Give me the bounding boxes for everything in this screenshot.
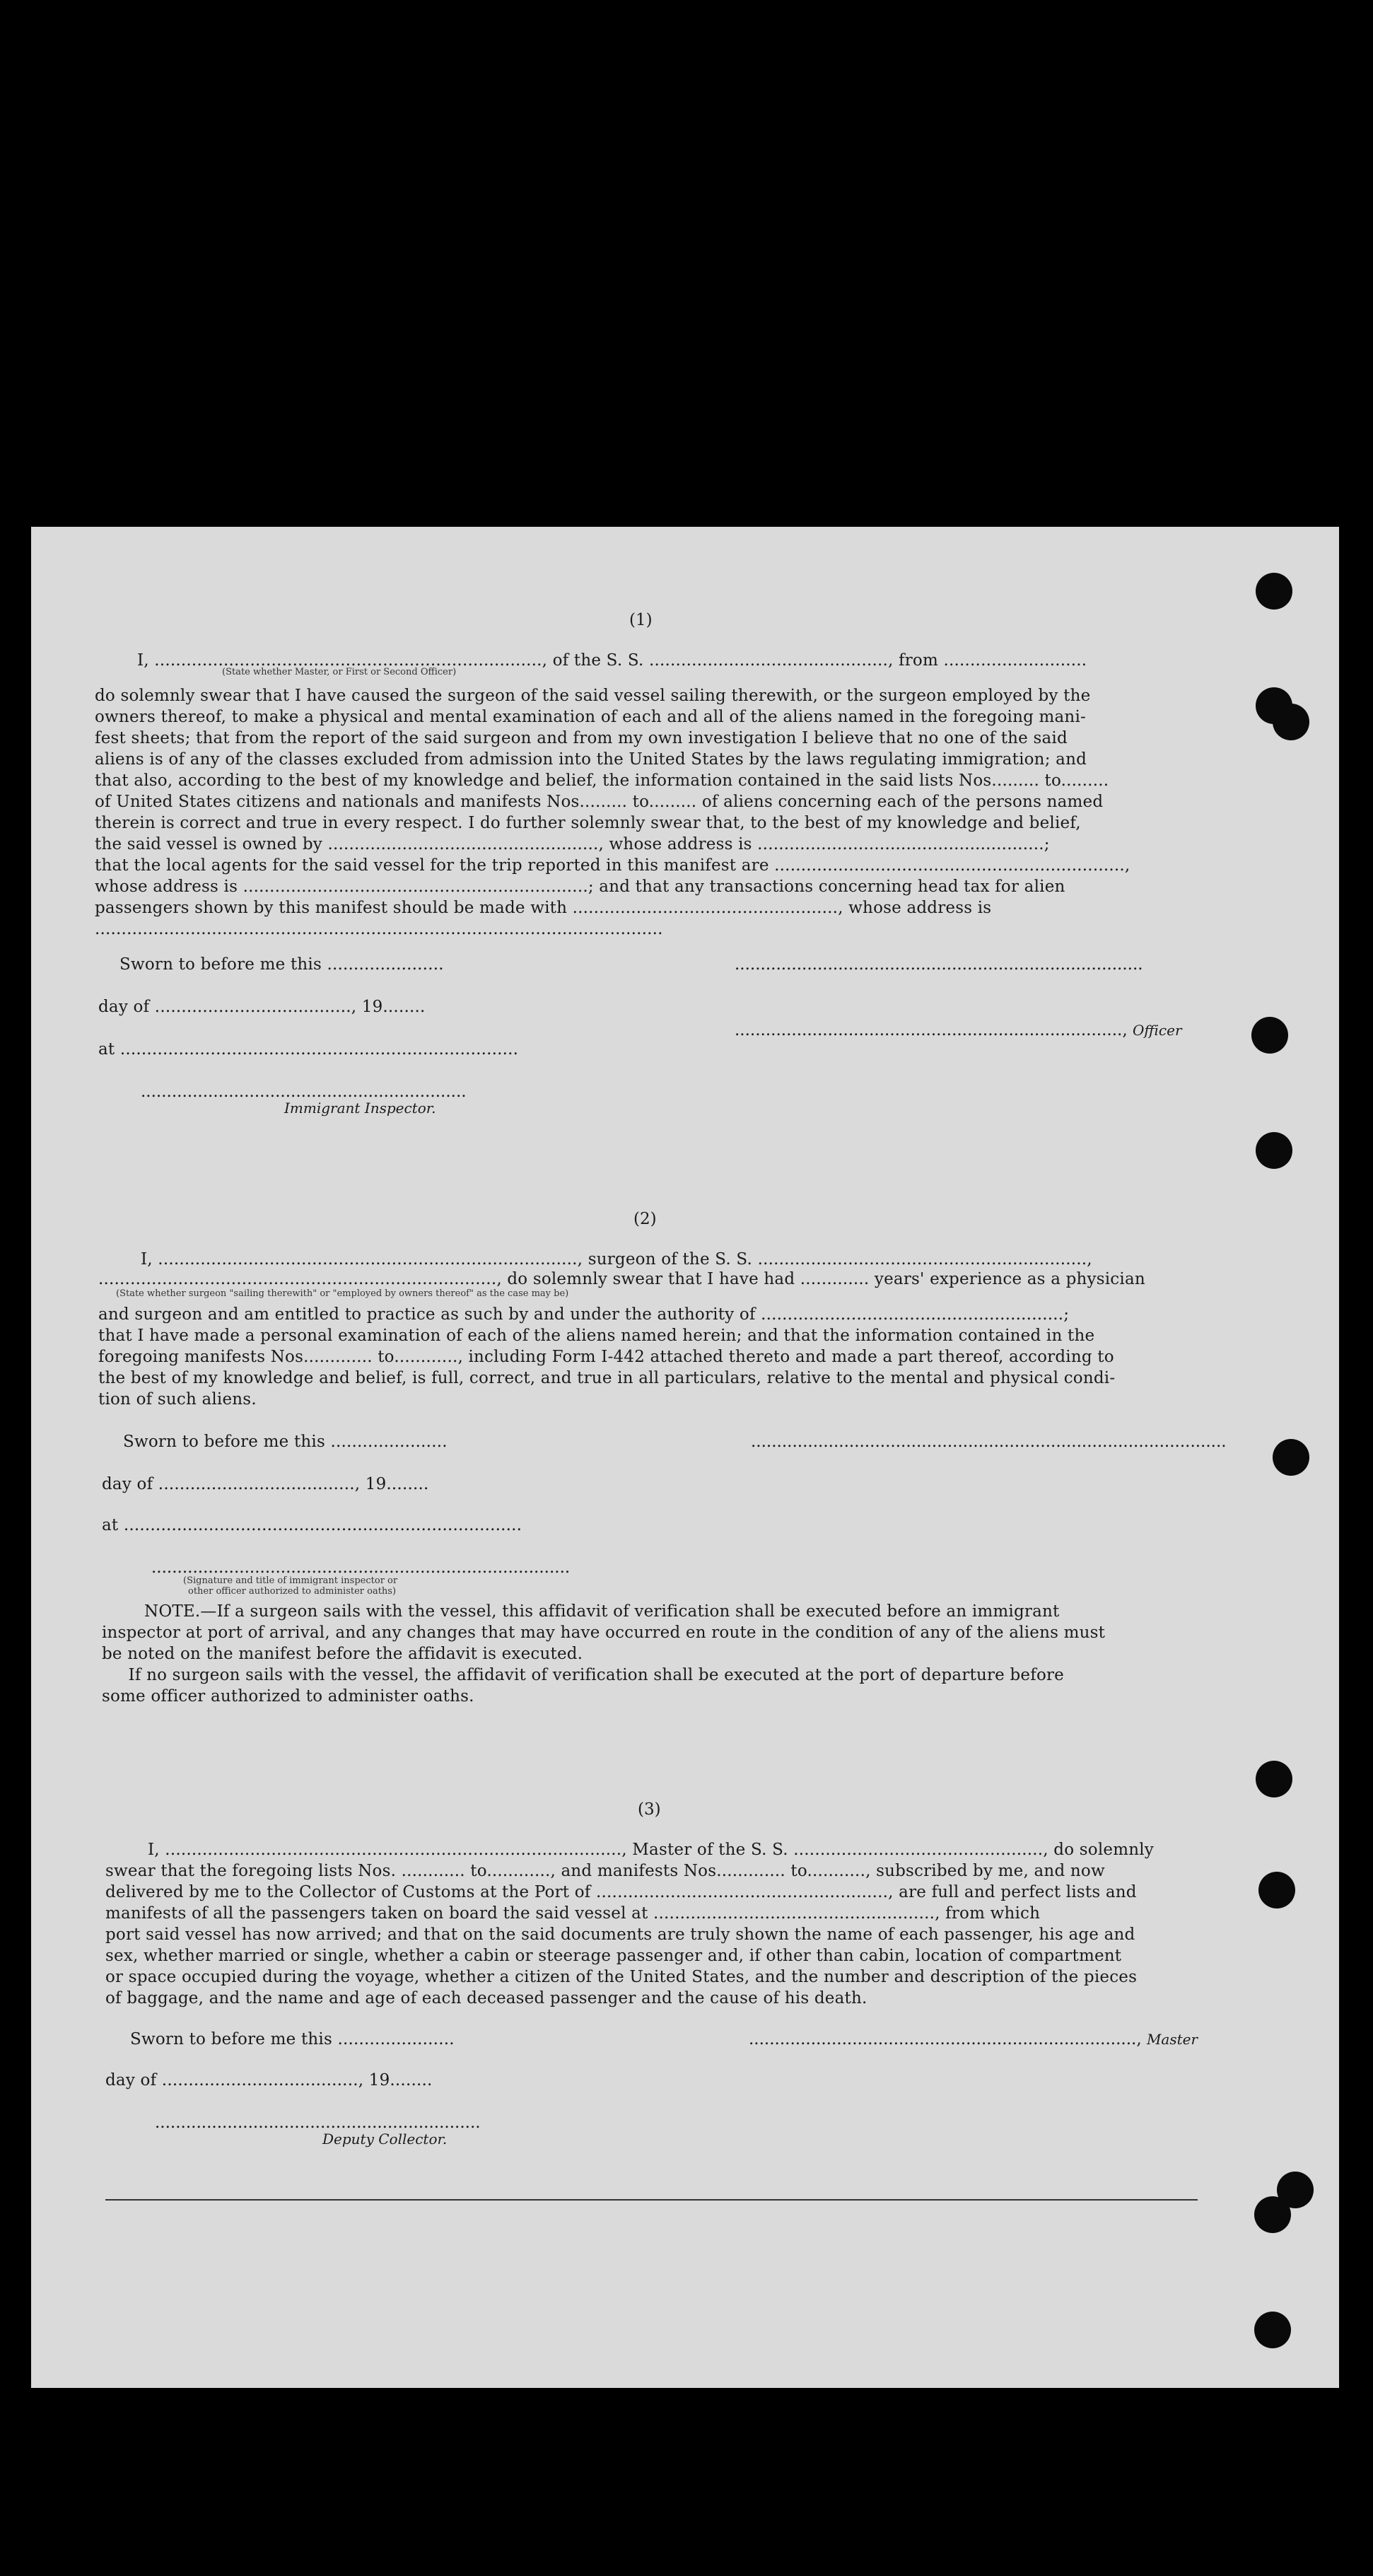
section-3-line: or space occupied during the voyage, whether a citizen of the United States, and the number and description of the pieces — [105, 1968, 1138, 1986]
section-1-line: owners thereof, to make a physical and mental examination of each and all of the aliens named in the foregoing mani- — [95, 708, 1086, 726]
punch-hole — [1258, 1872, 1295, 1908]
section-2-line: the best of my knowledge and belief, is full, correct, and true in all particulars, relative to the mental and physical condi- — [98, 1369, 1116, 1387]
section-3-line: of baggage, and the name and age of each deceased passenger and the cause of his death. — [105, 1989, 867, 2007]
section-1-line: that also, according to the best of my knowledge and belief, the information contained in the said lists Nos......... to......... — [95, 771, 1109, 790]
section-3-line: sex, whether married or single, whether a cabin or steerage passenger and, if other than cabin, location of compartment — [105, 1947, 1122, 1965]
sworn-before-me: Sworn to before me this ...................... — [130, 2030, 455, 2048]
punch-hole — [1256, 573, 1292, 610]
section-1-line: aliens is of any of the classes excluded from admission into the United States by the laws regulating immigration; and — [95, 750, 1087, 769]
section-1-line: I, ........................................................................., of the S. S. ............................................., from ........................... — [137, 651, 1087, 670]
section-1-line: ........................................................................................................... — [95, 920, 663, 938]
day-of: day of ....................................., 19........ — [105, 2071, 433, 2090]
surgeon-type-caption: (State whether surgeon "sailing therewith" or "employed by owners thereof" as the case may be) — [116, 1288, 569, 1299]
collector-signature-line: ............................................................... — [155, 2114, 481, 2132]
section-1-line: the said vessel is owned by ..................................................., whose address is ......................................................; — [95, 835, 1050, 853]
master-line — [749, 2029, 1198, 2049]
note-line: some officer authorized to administer oaths. — [102, 1687, 474, 1706]
manifest-page — [31, 527, 1339, 2388]
section-1-line: fest sheets; that from the report of the said surgeon and from my own investigation I believe that no one of the said — [95, 729, 1068, 747]
officer-dots: ..........................................................................., — [735, 1021, 1133, 1039]
at-line: at ........................................................................... — [98, 1040, 519, 1059]
day-of: day of ....................................., 19........ — [102, 1475, 429, 1493]
at-line: at ........................................................................... — [102, 1516, 522, 1534]
section-2-line: tion of such aliens. — [98, 1390, 257, 1409]
officer-label: Officer — [1132, 1022, 1182, 1039]
section-2-line: and surgeon and am entitled to practice as such by and under the authority of .........................................................; — [98, 1305, 1070, 1324]
punch-hole — [1254, 2196, 1291, 2233]
section-2-line: that I have made a personal examination of each of the aliens named herein; and that the information contained in the — [98, 1327, 1095, 1345]
note-line: NOTE.—If a surgeon sails with the vessel, this affidavit of verification shall be executed before an immigrant — [144, 1602, 1060, 1621]
day-of: day of ....................................., 19........ — [98, 998, 426, 1016]
sworn-before-me: Sworn to before me this ...................... — [123, 1433, 448, 1451]
section-3-line: delivered by me to the Collector of Customs at the Port of ......................................................., are full and perfect lists and — [105, 1883, 1137, 1901]
immigrant-inspector-caption: Immigrant Inspector. — [284, 1100, 436, 1117]
section-1-number: (1) — [629, 611, 653, 629]
officer-line — [735, 1020, 1182, 1040]
note-line: If no surgeon sails with the vessel, the affidavit of verification shall be executed at the port of departure before — [102, 1666, 1064, 1684]
signature-caption: other officer authorized to administer oaths) — [188, 1586, 397, 1597]
deputy-collector-caption: Deputy Collector. — [322, 2131, 448, 2147]
section-3-line: swear that the foregoing lists Nos. ............ to............, and manifests Nos............. to..........., subscribed by me, and now — [105, 1862, 1105, 1880]
note-line: be noted on the manifest before the affidavit is executed. — [102, 1645, 583, 1663]
punch-hole — [1254, 2312, 1291, 2348]
punch-hole — [1256, 1132, 1292, 1169]
section-2-number: (2) — [633, 1210, 657, 1228]
punch-hole — [1256, 1761, 1292, 1797]
section-1-line: whose address is .................................................................; and that any transactions concerning head tax for alien — [95, 878, 1065, 896]
section-2-line: I, ..............................................................................., surgeon of the S. S. .............................................................., — [141, 1250, 1092, 1269]
section-1-line: passengers shown by this manifest should be made with .................................................., whose address is — [95, 899, 992, 917]
bottom-rule — [105, 2199, 1198, 2201]
section-1-line: that the local agents for the said vessel for the trip reported in this manifest are .................................................................., — [95, 856, 1130, 875]
section-1-line: therein is correct and true in every respect. I do further solemnly swear that, to the best of my knowledge and belief, — [95, 814, 1081, 832]
section-1-line: do solemnly swear that I have caused the surgeon of the said vessel sailing therewith, or the surgeon employed by the — [95, 687, 1091, 705]
punch-hole — [1273, 1439, 1309, 1476]
section-2-line: foregoing manifests Nos............. to............, including Form I-442 attached thereto and made a part thereof, according to — [98, 1348, 1114, 1366]
sworn-before-me: Sworn to before me this ...................... — [119, 955, 444, 974]
officer-signature-line: ............................................................................... — [735, 955, 1143, 974]
master-label: Master — [1146, 2031, 1198, 2048]
section-1-line: of United States citizens and nationals and manifests Nos......... to......... of aliens concerning each of the persons named — [95, 793, 1104, 811]
punch-hole — [1273, 704, 1309, 740]
punch-hole — [1251, 1017, 1288, 1054]
section-3-line: manifests of all the passengers taken on board the said vessel at ....................................................., from which — [105, 1904, 1041, 1923]
section-2-line: ..........................................................................., do solemnly swear that I have had ............. years' experience as a physician — [98, 1270, 1145, 1288]
note-line: inspector at port of arrival, and any changes that may have occurred en route in the condition of any of the aliens must — [102, 1624, 1106, 1642]
master-dots: ..........................................................................., — [749, 2030, 1147, 2048]
section-3-number: (3) — [638, 1800, 661, 1819]
inspector-signature-line: ................................................................................. — [151, 1558, 571, 1577]
inspector-signature-line: ............................................................... — [141, 1083, 467, 1101]
section-3-line: port said vessel has now arrived; and that on the said documents are truly shown the name of each passenger, his age and — [105, 1925, 1135, 1944]
surgeon-signature-line: ............................................................................................ — [751, 1433, 1227, 1451]
section-3-line: I, ......................................................................................, Master of the S. S. ..............................................., do solemnly — [148, 1841, 1154, 1859]
signature-caption: (Signature and title of immigrant inspector or — [183, 1575, 398, 1586]
officer-type-caption: (State whether Master, or First or Second Officer) — [222, 667, 457, 677]
